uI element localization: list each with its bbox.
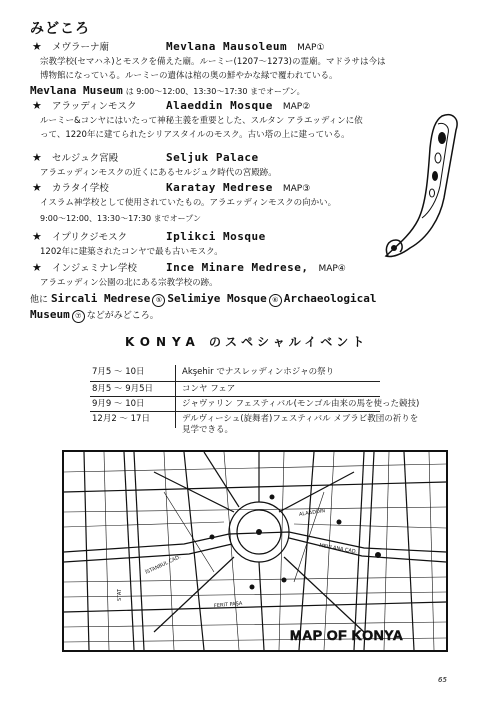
others-selimiye: Selimiye Mosque xyxy=(167,292,267,305)
event-name: Akşehir でナスレッディンホジャの祭り xyxy=(182,367,335,377)
page-heading: みどころ xyxy=(30,21,90,37)
others-sircali: Sircali Medrese xyxy=(51,292,151,305)
map-ref: MAP③ xyxy=(282,184,311,194)
sight-en-name: Karatay Medrese xyxy=(166,181,273,194)
star-icon: ★ xyxy=(32,99,42,112)
event-divider xyxy=(90,381,380,382)
star-icon: ★ xyxy=(32,230,42,243)
map-number-6: ⑥ xyxy=(269,294,282,307)
desc-mevlana-1: 宗教学校(セマハネ)とモスクを備えた廟。ルーミー(1207～1273)の霊廟。マドラサは今は xyxy=(40,57,386,67)
konya-map xyxy=(62,450,448,652)
events-title-suffix: のスペシャルイベント xyxy=(209,335,369,349)
dagger-illustration xyxy=(380,108,470,268)
event-name: コンヤ フェア xyxy=(182,384,236,394)
star-icon: ★ xyxy=(32,261,42,274)
event-date: 12月2 ～ 17日 xyxy=(92,414,150,424)
map-drawing xyxy=(64,452,446,650)
sight-en-name: Ince Minare Medrese, xyxy=(166,261,309,274)
sight-en-name: Mevlana Mausoleum xyxy=(166,40,288,53)
sight-en-name: Alaeddin Mosque xyxy=(166,99,273,112)
sight-jp-name: メヴラーナ廟 xyxy=(52,42,110,53)
map-number-7: ⑦ xyxy=(72,310,85,323)
desc-alaeddin-2: って、1220年に建てられたシリアスタイルのモスク。古い塔の上に建っている。 xyxy=(40,130,350,140)
desc-iplikci-1: 1202年に建築されたコンヤで最も古いモスク。 xyxy=(40,247,223,257)
event-divider xyxy=(90,411,380,412)
others-suffix: などがみどころ。 xyxy=(86,311,159,321)
map-title: MAP OF KONYA xyxy=(290,627,404,643)
street-label: MEVLANA CAD. xyxy=(318,542,358,556)
event-date: 7月5 ～ 10日 xyxy=(92,367,145,377)
others-archaeological: Archaeological xyxy=(283,292,377,305)
desc-alaeddin-1: ルーミー&コンヤにはいたって神秘主義を重要とした、スルタン アラエッディンに依 xyxy=(40,116,363,126)
events-title-konya: KONYA xyxy=(125,335,201,349)
star-icon: ★ xyxy=(32,181,42,194)
event-date: 9月9 ～ 10日 xyxy=(92,399,145,409)
event-name: ジャヴァリン フェスティバル(モンゴル由来の馬を使った競技) xyxy=(182,399,420,409)
sight-jp-name: アラッディンモスク xyxy=(52,101,137,112)
map-ref: MAP② xyxy=(282,102,311,112)
event-name: デルヴィーシュ(旋舞者)フェスティバル メブラビ教団の祈りを xyxy=(182,414,419,424)
star-icon: ★ xyxy=(32,151,42,164)
desc-seljuk-1: アラエッディンモスクの近くにあるセルジュク時代の宮殿跡。 xyxy=(40,168,277,178)
sight-jp-name: カラタイ学校 xyxy=(52,183,109,194)
museum-label: Mevlana Museum xyxy=(30,84,123,97)
map-ref: MAP① xyxy=(297,43,325,53)
desc-karatay-1: イスラム神学校として使用されていたもの。アラエッディンモスクの向かい。 xyxy=(40,198,337,208)
street-label: FERIT PAŞA xyxy=(213,600,243,610)
sight-en-name: Iplikci Mosque xyxy=(166,230,266,243)
others-museum: Museum xyxy=(30,308,70,321)
event-divider xyxy=(90,396,380,397)
street-label: STAT xyxy=(116,589,123,601)
street-label: ALAADDİN xyxy=(298,508,326,518)
map-number-5: ⑤ xyxy=(152,294,165,307)
museum-hours: は 9:00～12:00、13:30～17:30 までオープン。 xyxy=(125,87,305,96)
events-title xyxy=(125,333,368,350)
street-label: İSTANBUL CAD. xyxy=(144,554,182,576)
sight-jp-name: インジェミナレ学校 xyxy=(52,263,137,274)
event-name: 見学できる。 xyxy=(182,425,234,435)
map-ref: MAP④ xyxy=(318,264,346,274)
event-date: 8月5 ～ 9月5日 xyxy=(92,384,154,394)
others-line xyxy=(30,292,457,307)
sight-mevlana xyxy=(32,40,457,55)
sight-jp-name: イプリクジモスク xyxy=(52,232,128,243)
others-line-2 xyxy=(30,308,457,323)
page-number: 65 xyxy=(438,676,447,684)
sight-en-name: Seljuk Palace xyxy=(166,151,259,164)
desc-ince-1: アラエッディン公園の北にある宗教学校の跡。 xyxy=(40,278,218,288)
desc-mevlana-2: 博物館になっている。ルーミーの遺体は棺の奥の鮮やかな緑で覆われている。 xyxy=(40,71,338,81)
museum-hours-line xyxy=(30,84,457,98)
desc-karatay-hours: 9:00～12:00、13:30～17:30 までオープン xyxy=(40,214,201,223)
star-icon: ★ xyxy=(32,40,42,53)
sight-jp-name: セルジュク宮殿 xyxy=(52,153,119,164)
others-prefix: 他に xyxy=(30,295,49,305)
